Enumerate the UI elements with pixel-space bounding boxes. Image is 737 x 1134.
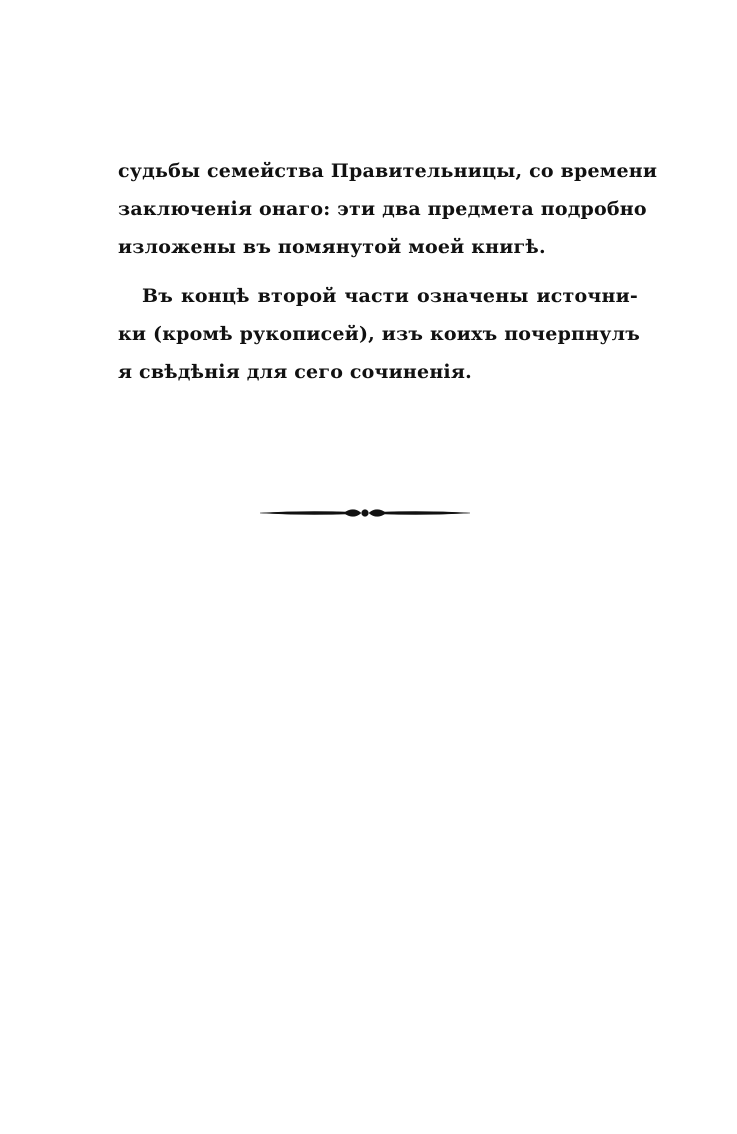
paragraph-1-line-1: судьбы семейства Правительницы, со времени	[118, 160, 658, 182]
paragraph-1-line-3: изложены въ помянутой моей книгѣ.	[118, 236, 546, 258]
text-block	[118, 152, 658, 391]
paragraph-2	[118, 277, 641, 391]
paragraph-2-line-2: ки (кромѣ рукописей), изъ коихъ почерпнулъ	[118, 323, 641, 345]
paragraph-1-line-2: заключенія онаго: эти два предмета подробно	[118, 198, 647, 220]
tailpiece-ornament-icon	[258, 500, 472, 526]
paragraph-1	[118, 152, 658, 266]
paragraph-2-line-1: Въ концѣ второй части означены источни-	[142, 285, 638, 307]
paragraph-2-line-3: я свѣдѣнія для сего сочиненія.	[118, 361, 472, 383]
